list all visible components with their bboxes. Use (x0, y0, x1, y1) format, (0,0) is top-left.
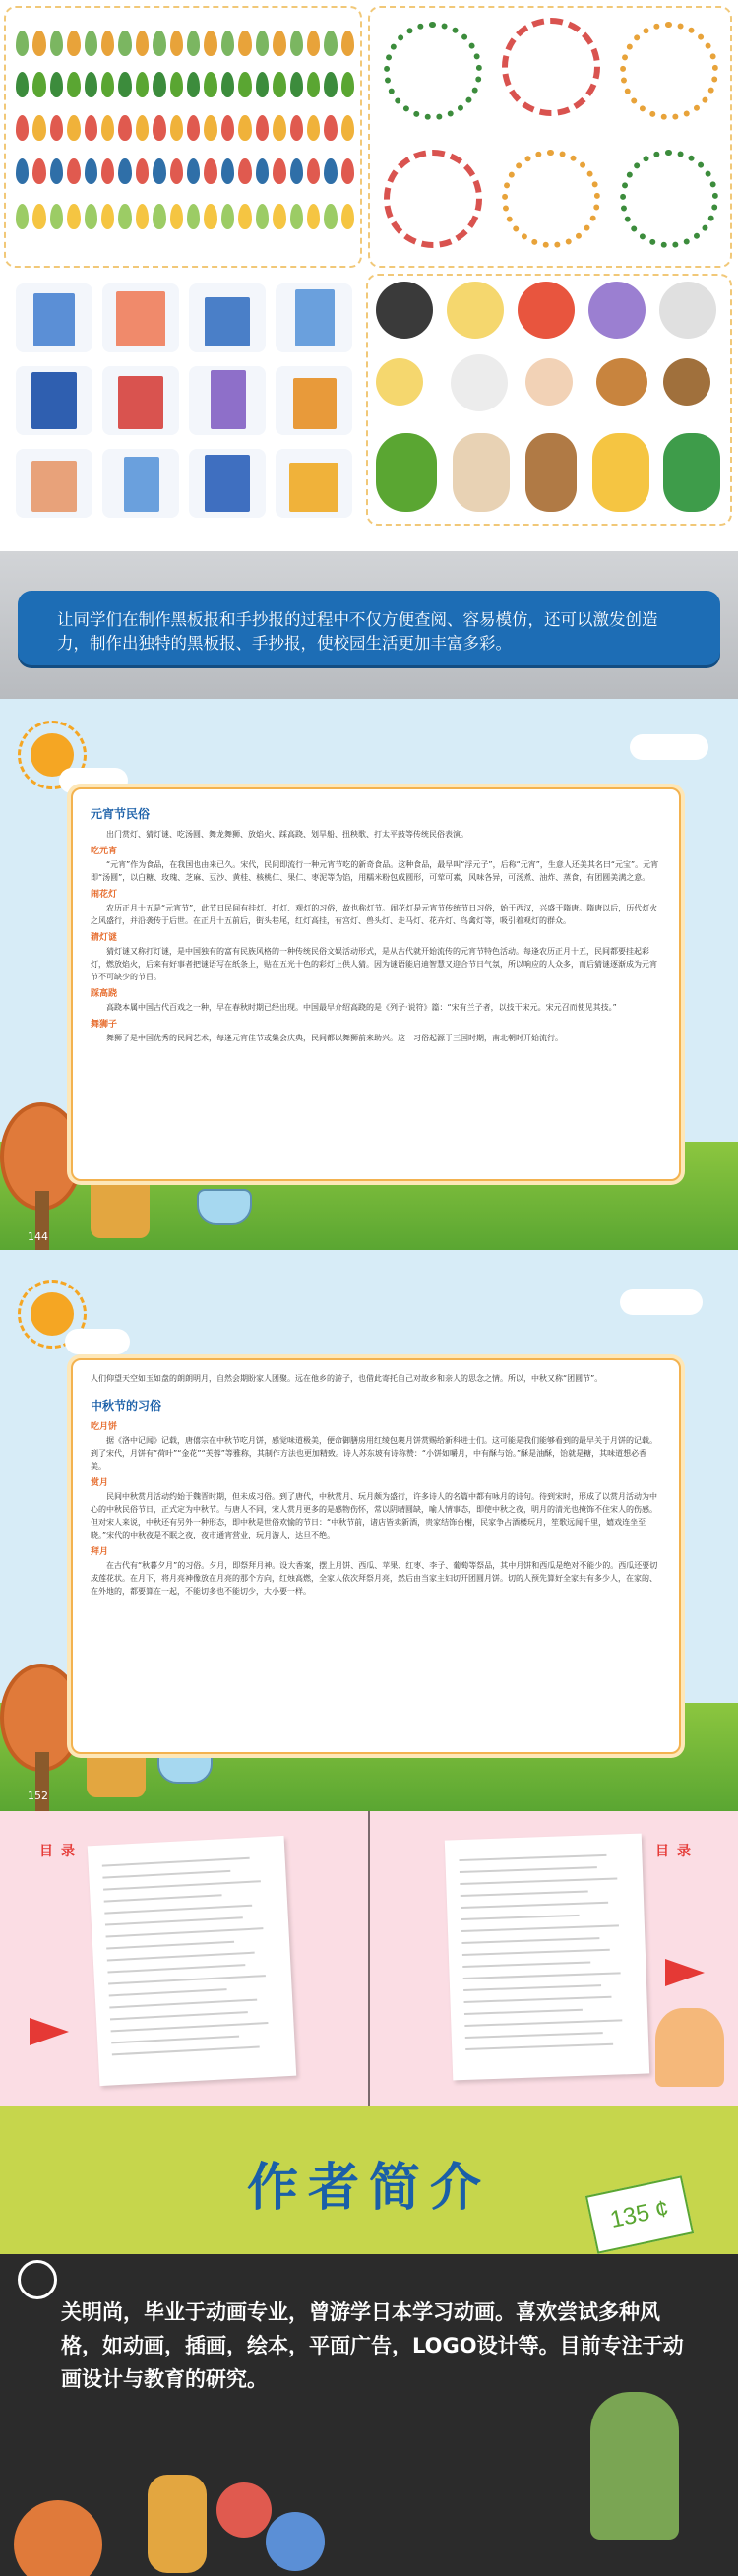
crocodile-icon (376, 433, 437, 512)
border-patterns-panel (4, 6, 362, 268)
animals-panel (366, 274, 732, 526)
flower-border-row (16, 110, 354, 146)
card-title: 中秋节的习俗 (91, 1399, 162, 1413)
building-icon (16, 449, 92, 518)
building-icon (102, 366, 179, 435)
building-icon (16, 283, 92, 352)
teddy-bear-icon (663, 358, 710, 406)
content-card (71, 1358, 681, 1754)
cloud-icon (65, 1329, 130, 1354)
rabbit-icon (525, 358, 573, 406)
wreath-icon (620, 150, 718, 248)
building-icon (276, 283, 352, 352)
section-heading: 吃元宵 (91, 847, 118, 856)
tree-trunk (35, 1752, 49, 1811)
author-chalkboard (0, 2254, 738, 2576)
section-heading: 吃月饼 (91, 1422, 118, 1432)
section-heading: 猜灯谜 (91, 933, 118, 943)
page-number: 144 (28, 1230, 48, 1243)
toucan-icon (376, 282, 433, 339)
decor-showcase (0, 0, 738, 551)
section-heading: 踩高跷 (91, 989, 118, 999)
penguin-icon (659, 282, 716, 339)
author-bio: 关明尚，毕业于动画专业，曾游学日本学习动画。喜欢尝试多种风格，如动画，插画，绘本，平面广告，LOGO设计等。目前专注于动画设计与教育的研究。 (61, 2300, 684, 2391)
content-card (71, 787, 681, 1181)
section-heading: 拜月 (91, 1547, 109, 1557)
card-title: 元宵节民俗 (91, 807, 151, 821)
deer-icon (525, 433, 577, 512)
section-text: 农历正月十五是“元宵节”，此节日民间有挂灯、打灯、观灯的习俗，故也称灯节。闹花灯是元宵节传统节日习俗，始于西汉，兴盛于隋唐。隋唐以后，历代灯火之风盛行，并沿袭传于后世。在正月十五前后，街头巷尾，红灯高挂，有宫灯、兽头灯、走马灯、花卉灯、鸟禽灯等，吸引着观灯的群众。 (91, 904, 658, 925)
section-text: 据《洛中记闻》记载，唐僖宗在中秋节吃月饼，感觉味道极美，便命御膳房用红绫包裹月饼赏赐给新科进士们。这可能是我们能够看到的最早关于月饼的记载。到了宋代，月饼有“荷叶”“金花”“芙蓉”等雅称，其制作方法也更加精致。诗人苏东坡有诗称赞：“小饼如嚼月，中有酥与饴。”酥是油酥，饴就是糖，其味道想必香美。 (91, 1436, 657, 1471)
page-number: 152 (28, 1790, 48, 1802)
intro-ribbon (18, 591, 720, 665)
section-text: “元宵”作为食品，在我国也由来已久。宋代，民间即流行一种元宵节吃的新奇食品。这种食品，最早叫“浮元子”，后称“元宵”，生意人还美其名曰“元宝”。元宵即“汤圆”，以白糖、玫瑰、芝麻、豆沙、黄桂、核桃仁、果仁、枣泥等为馅，用糯米粉包成圆形，可荤可素，风味各异，可汤煮、油炸、蒸食，有团圆美满之意。 (91, 860, 659, 882)
building-icon (16, 366, 92, 435)
giraffe-icon (148, 2475, 207, 2573)
toc-label: 目录 (39, 1844, 83, 1859)
toc-page-left (0, 1811, 368, 2106)
building-icon (102, 449, 179, 518)
section-text: 高跷本属中国古代百戏之一种，早在春秋时期已经出现。中国最早介绍高跷的是《列子·说符》篇：“宋有兰子者，以技干宋元。宋元召而使见其技。” (106, 1003, 617, 1012)
section-text: 猜灯谜又称打灯谜，是中国独有的富有民族风格的一种传统民俗文娱活动形式，是从古代就开始流传的元宵节特色活动。每逢农历正月十五，民间都要挂起彩灯，燃放焰火，后来有好事者把谜语写在纸条上，贴在五光十色的彩灯上供人猜。因为谜语能启迪智慧又迎合节日气氛，所以响应的人众多，而后猜谜逐渐成为元宵节不可缺少的节目。 (91, 947, 657, 981)
author-title: 作者简介 (246, 2159, 491, 2218)
toc-sheet (88, 1836, 296, 2086)
toc-sheet (445, 1834, 649, 2081)
author-header (0, 2106, 738, 2254)
bear-icon (453, 433, 510, 512)
wreath-panel (368, 6, 732, 268)
building-icon (189, 283, 266, 352)
building-icon (276, 366, 352, 435)
wreath-icon (502, 150, 600, 248)
leopard-icon (592, 433, 649, 512)
balloon-icon (216, 2482, 272, 2538)
dinosaur-icon (663, 433, 720, 512)
number-sign-illustration: 135 ¢ (585, 2175, 694, 2253)
cloud-icon (630, 734, 708, 760)
buildings-panel (8, 274, 362, 526)
intro-banner (0, 551, 738, 699)
chick-icon (447, 282, 504, 339)
section-text: 民间中秋赏月活动约始于魏晋时期，但未成习俗。到了唐代，中秋赏月、玩月颇为盛行，许多诗人的名篇中都有咏月的诗句。待到宋时，形成了以赏月活动为中心的中秋民俗节日，正式定为中秋节。与唐人不同，宋人赏月更多的是感物伤怀，常以阴晴圆缺，喻人情事态，即使中秋之夜，明月的清光也掩饰不住宋人的伤感。但对宋人来说，中秋还有另外一种形态，即中秋是世俗欢愉的节日：“中秋节前，诸店皆卖新酒，贵家结饰台榭，民家争占酒楼玩月，笙歌远闻千里，嬉戏连坐至晓。”宋代的中秋夜是不眠之夜，夜市通宵营业，玩月游人，达旦不绝。 (91, 1492, 657, 1539)
wreath-icon (384, 150, 482, 248)
balloon-icon (266, 2512, 325, 2571)
section-heading: 舞狮子 (91, 1020, 118, 1030)
puppy-icon (596, 358, 647, 406)
vine-border-row (16, 154, 354, 189)
wreath-icon (620, 22, 718, 120)
leaf-border-row (16, 26, 354, 61)
sample-page-lantern-festival (0, 699, 738, 1250)
table-of-contents-spread (0, 1811, 738, 2106)
cloud-icon (620, 1289, 703, 1315)
child-illustration (655, 2008, 724, 2087)
wreath-icon (502, 18, 600, 116)
wreath-icon (384, 22, 482, 120)
toc-label: 目录 (655, 1844, 699, 1859)
sun-core (31, 1292, 74, 1336)
building-icon (102, 283, 179, 352)
sample-page-mid-autumn (0, 1250, 738, 1811)
card-intro: 出门赏灯、猜灯谜、吃汤圆、舞龙舞狮、放焰火、踩高跷、划旱船、扭秧歌、打太平鼓等传统民俗表演。 (106, 830, 468, 839)
section-text: 在古代有“秋暮夕月”的习俗。夕月，即祭拜月神。设大香案，摆上月饼、西瓜、苹果、红枣、李子、葡萄等祭品，其中月饼和西瓜是绝对不能少的。西瓜还要切成莲花状。在月下，将月亮神像放在月亮的那个方向，红烛高燃，全家人依次拜祭月亮，然后由当家主妇切开团圆月饼。切的人预先算好全家共有多少人，在家的、在外地的，都要算在一起，不能切多也不能切少，大小要一样。 (91, 1561, 658, 1596)
bee-icon (376, 358, 423, 406)
building-icon (189, 449, 266, 518)
toc-page-right (370, 1811, 738, 2106)
section-text: 舞狮子是中国优秀的民间艺术，每逢元宵佳节或集会庆典，民间都以舞狮前来助兴。这一习俗起源于三国时期，南北朝时开始流行。 (106, 1034, 563, 1042)
snail-icon (588, 282, 646, 339)
dog-icon (451, 354, 508, 411)
section-heading: 闹花灯 (91, 890, 118, 900)
building-icon (189, 366, 266, 435)
intro-text: 让同学们在制作黑板报和手抄报的过程中不仅方便查阅、容易模仿，还可以激发创造力，制作出独特的黑板报、手抄报，使校园生活更加丰富多彩。 (57, 610, 658, 653)
paper-plane-icon (30, 2018, 69, 2045)
tree-icon (14, 2500, 102, 2576)
building-icon (276, 449, 352, 518)
teacher-illustration (590, 2392, 679, 2540)
sprout-border-row (16, 199, 354, 234)
crab-icon (518, 282, 575, 339)
tree-border-row (16, 67, 354, 102)
card-lead: 人们仰望天空如玉如盘的朗朗明月，自然会期盼家人团聚。远在他乡的游子，也借此寄托自己对故乡和亲人的思念之情。所以，中秋又称“团圆节”。 (91, 1374, 603, 1383)
stroller-icon (197, 1189, 252, 1225)
section-heading: 赏月 (91, 1478, 109, 1488)
lightbulb-icon (18, 2260, 57, 2299)
paper-plane-icon (665, 1959, 705, 1986)
